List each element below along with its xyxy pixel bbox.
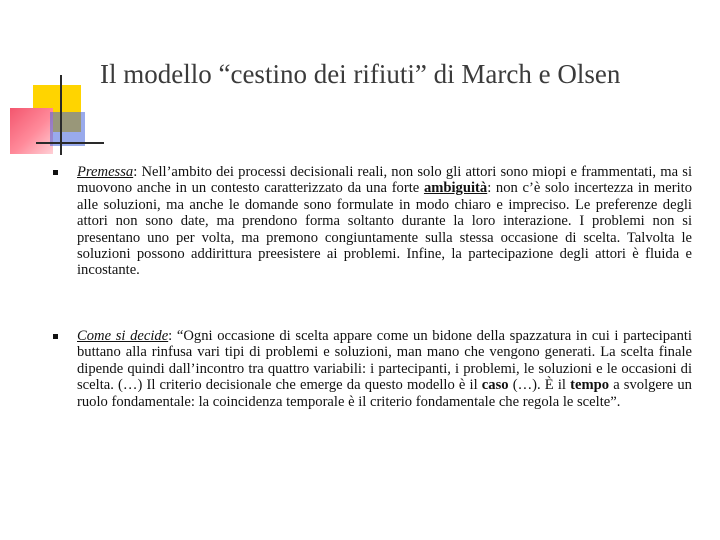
bullet-text: : “Ogni occasione di scelta appare come un bidone della spazzatura in cui i partecipanti buttano alla rinfusa vari tipi di problemi e soluzioni, man mano che vengono generati. La scelta finale dipende quindi dall’incontro tra quattro variabili: i partecipanti, i problemi, le soluzioni e le occasioni di scelta. (…) Il criterio decisionale che emerge da questo modello è il <box>77 328 692 394</box>
bullet-lead: Premessa <box>77 164 134 180</box>
bullet-text: : non c’è solo incertezza in merito alle soluzioni, ma anche le domande sono formulate in modo chiaro e impreciso. Le preferenze degli attori non sono date, ma prendono forma soltanto durante la loro interazione. I problemi non si presentano uno per volta, ma premono congiuntamente sulla stessa occasione di scelta. Talvolta le soluzioni possono addirittura preesistere ai problemi. Infine, la partecipazione degli attori è fluida e incostante. <box>77 180 692 279</box>
keyword-ambiguita: ambiguità <box>423 180 488 197</box>
title-decoration <box>0 0 110 170</box>
decor-horizontal-line <box>36 142 104 144</box>
bullet-text: (…). È il <box>508 377 571 394</box>
decor-red-square <box>10 108 53 154</box>
keyword-tempo: tempo <box>570 377 610 394</box>
bullet-premessa <box>77 164 692 279</box>
bullet-come-si-decide <box>77 328 692 410</box>
bullet-lead: Come si decide <box>77 328 169 344</box>
decor-blue-square <box>50 112 85 146</box>
bullet-marker <box>53 170 58 175</box>
bullet-text: : Nell’ambito dei processi decisionali reali, non solo gli attori sono miopi e frammentati, ma si muovono anche in un contesto caratterizzato da una forte <box>77 164 692 197</box>
slide-title: Il modello “cestino dei rifiuti” di March e Olsen <box>100 59 621 89</box>
bullet-text: a svolgere un ruolo fondamentale: la coincidenza temporale è il criterio fondamentale che regola le scelte”. <box>77 377 692 410</box>
bullet-marker <box>53 334 58 339</box>
keyword-caso: caso <box>481 377 509 394</box>
